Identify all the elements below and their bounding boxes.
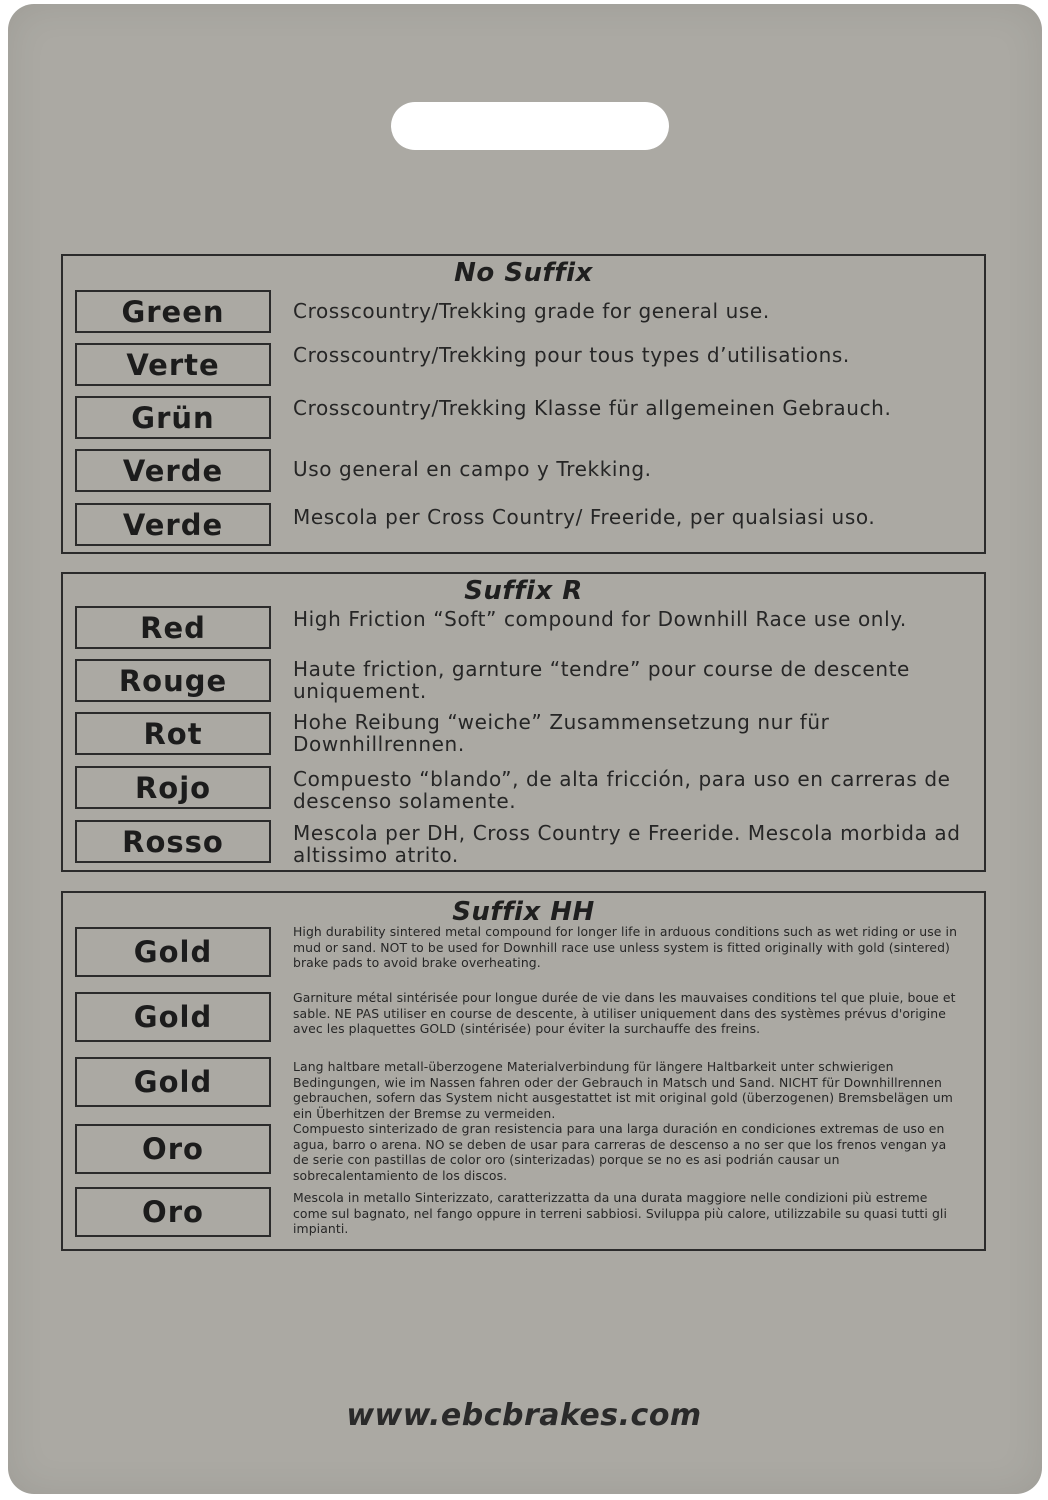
grade-description: Hohe Reibung “weiche” Zusammensetzung nur für Downhillrennen. [293, 710, 830, 756]
grade-description: Haute friction, garnture “tendre” pour course de descente uniquement. [293, 657, 910, 703]
section-title: Suffix R [464, 576, 583, 606]
grade-description: Compuesto “blando”, de alta fricción, para uso en carreras de descenso solamente. [293, 767, 951, 813]
grade-label: Rosso [75, 820, 271, 863]
grade-description: Uso general en campo y Trekking. [293, 457, 652, 481]
grade-label: Grün [75, 396, 271, 439]
grade-description: Mescola per Cross Country/ Freeride, per qualsiasi uso. [293, 505, 876, 529]
grade-description: Crosscountry/Trekking Klasse für allgemeinen Gebrauch. [293, 396, 892, 420]
grade-label: Gold [75, 927, 271, 977]
grade-description: Crosscountry/Trekking pour tous types d’utilisations. [293, 343, 850, 367]
section-suffix-hh [61, 891, 986, 1251]
section-title: No Suffix [454, 258, 593, 288]
grade-description: Mescola per DH, Cross Country e Freeride. Mescola morbida ad altissimo atrito. [293, 821, 961, 867]
grade-label: Red [75, 606, 271, 649]
grade-description: Garniture métal sintérisée pour longue durée de vie dans les mauvaises conditions tel que pluie, boue et sable. NE PAS utiliser en course de descente, à utiliser uniquement dans des systèmes prévus d'origine avec les plaquettes GOLD (sintérisée) pour éviter la surchauffe des freins. [293, 990, 956, 1036]
grade-label: Gold [75, 1057, 271, 1107]
section-no-suffix [61, 254, 986, 554]
grade-label: Green [75, 290, 271, 333]
grade-label: Gold [75, 992, 271, 1042]
grade-description: High Friction “Soft” compound for Downhill Race use only. [293, 607, 907, 631]
grade-label: Verte [75, 343, 271, 386]
grade-label: Rojo [75, 766, 271, 809]
section-title: Suffix HH [452, 897, 595, 927]
grade-description: Compuesto sinterizado de gran resistencia para una larga duración en condiciones extremas de uso en agua, barro o arena. NO se deben de usar para carreras de descenso a no ser que los frenos vengan ya de serie con pastillas de color oro (sinterizadas) porque se no es asi podrián causar un sobrecalentamiento de los discos. [293, 1121, 947, 1183]
grade-description: Crosscountry/Trekking grade for general use. [293, 299, 770, 323]
grade-description: Lang haltbare metall-überzogene Materialverbindung für längere Haltbarkeit unter schwierigen Bedingungen, wie im Nassen fahren oder der Gebrauch in Matsch und Sand. NICHT für Downhillrennen gebrauchen, sofern das System nicht ausgestattet ist mit original gold (überzogenen) Bremsbelägen um ein Überhitzen der Bremse zu vermeiden. [293, 1059, 953, 1121]
grade-label: Verde [75, 449, 271, 492]
website-url: www.ebcbrakes.com [346, 1398, 702, 1433]
grade-description: High durability sintered metal compound for longer life in arduous conditions such as wet riding or use in mud or sand. NOT to be used for Downhill race use unless system is fitted originally with gold (sintered) brake pads to avoid brake overheating. [293, 924, 958, 970]
grade-description: Mescola in metallo Sinterizzato, caratterizzatta da una durata maggiore nelle condizioni più estreme come sul bagnato, nel fango oppure in terreni sabbiosi. Sviluppa più calore, utilizzabile su quasi tutti gli impianti. [293, 1190, 947, 1236]
grade-label: Oro [75, 1187, 271, 1237]
grade-label: Verde [75, 503, 271, 546]
hang-hole [391, 102, 669, 150]
grade-label: Oro [75, 1124, 271, 1174]
grade-label: Rot [75, 712, 271, 755]
section-suffix-r [61, 572, 986, 872]
grade-label: Rouge [75, 659, 271, 702]
